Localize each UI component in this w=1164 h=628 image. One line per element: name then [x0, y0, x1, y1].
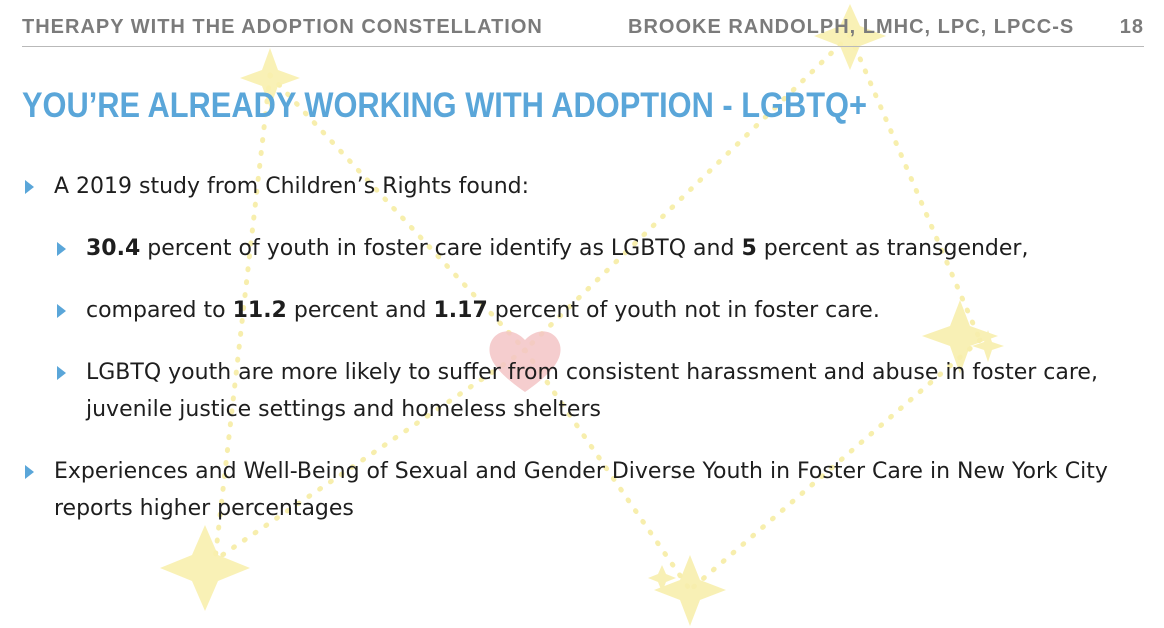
bullet-text: LGBTQ youth are more likely to suffer from consistent harassment and abuse in foster care, juvenile justice settings and homeless shelters [86, 360, 1098, 422]
stat-value: 30.4 [86, 236, 141, 261]
bullet-text: percent as transgender, [756, 236, 1029, 261]
bullet-comparison [22, 292, 1142, 329]
bullet-nyc-report [22, 453, 1142, 527]
bullet-text: Experiences and Well-Being of Sexual and Gender Diverse Youth in Foster Care in New York City reports higher percentages [54, 459, 1108, 521]
triangle-bullet-icon [25, 465, 34, 479]
triangle-bullet-icon [57, 366, 66, 380]
triangle-bullet-icon [25, 180, 34, 194]
bullet-list [22, 168, 1142, 527]
page-number: 18 [1119, 16, 1144, 38]
stat-value: 1.17 [433, 298, 488, 323]
presenter-name: BROOKE RANDOLPH, LMHC, LPC, LPCC-S [628, 16, 1075, 38]
stat-value: 5 [741, 236, 757, 261]
slide-header [22, 14, 1144, 47]
stat-value: 11.2 [232, 298, 287, 323]
presentation-title: THERAPY WITH THE ADOPTION CONSTELLATION [22, 16, 543, 38]
bullet-text: compared to [86, 298, 233, 323]
triangle-bullet-icon [57, 242, 66, 256]
bullet-text: percent of youth not in foster care. [487, 298, 880, 323]
triangle-bullet-icon [57, 304, 66, 318]
bullet-study [22, 168, 1142, 205]
bullet-foster-percent [22, 230, 1142, 267]
bullet-text: A 2019 study from Children’s Rights found: [54, 174, 530, 199]
bullet-text: percent of youth in foster care identify as LGBTQ and [140, 236, 742, 261]
bullet-text: percent and [286, 298, 434, 323]
bullet-harassment [22, 354, 1142, 428]
slide-title: YOU’RE ALREADY WORKING WITH ADOPTION - LGBTQ+ [22, 86, 868, 125]
